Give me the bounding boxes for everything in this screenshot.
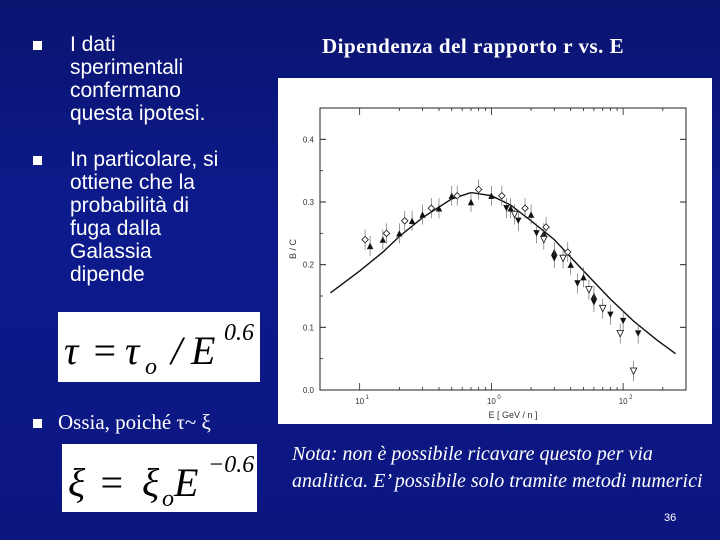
square-bullet-icon (33, 156, 42, 165)
data-point-filled-triangle (419, 211, 425, 217)
data-point-open-inv-triangle (560, 255, 566, 261)
bullet-1-line: confermano (70, 79, 181, 102)
nota-text: Nota: non è possibile ricavare questo per via analitica. E’ possibile solo tramite metodi numerici (292, 443, 703, 492)
data-point-open-diamond (522, 205, 528, 211)
bullet-1-line: I dati (70, 33, 116, 56)
data-point-open-diamond (383, 230, 389, 236)
formula-tau-base: τ (125, 328, 140, 373)
chart-title: Dipendenza del rapporto r vs. E (322, 34, 625, 58)
data-point-filled-triangle (367, 243, 373, 249)
x-tick-exponent: 0 (497, 395, 501, 401)
data-point-filled-triangle (396, 230, 402, 236)
plot-area-box (320, 108, 686, 390)
formula-xi-eq: = (98, 460, 125, 505)
square-bullet-icon (33, 419, 42, 428)
data-point-filled-inv-triangle (607, 312, 613, 318)
data-point-open-inv-triangle (511, 211, 517, 217)
y-tick-label: 0.4 (302, 135, 314, 145)
bullet-1-line: questa ipotesi. (70, 102, 206, 125)
data-point-filled-triangle (528, 211, 534, 217)
formula-xi-e: E (174, 460, 199, 505)
x-tick-label: 10 (355, 397, 365, 406)
bullet-2-line: In particolare, si (70, 148, 219, 171)
data-point-filled-triangle (568, 261, 574, 267)
data-point-open-diamond (402, 218, 408, 224)
data-point-filled-inv-triangle (515, 218, 521, 224)
formula-tau-box (58, 312, 260, 382)
bullet-2-line: fuga dalla (70, 217, 162, 240)
x-tick-label: 10 (486, 397, 496, 406)
data-point-filled-triangle (468, 199, 474, 205)
data-point-open-inv-triangle (630, 368, 636, 374)
bc-ratio-chart (278, 78, 712, 424)
data-point-open-inv-triangle (600, 305, 606, 311)
data-point-filled-inv-triangle (574, 280, 580, 286)
formula-xi-exp: −0.6 (208, 452, 255, 478)
data-point-open-diamond (362, 236, 368, 242)
bullet-1-line: sperimentali (70, 56, 184, 79)
bullet-1-text (70, 33, 205, 125)
x-tick-label: 10 (618, 397, 628, 406)
bullet-2-line: probabilità di (70, 194, 190, 217)
data-point-filled-inv-triangle (591, 299, 597, 305)
data-point-open-diamond (565, 249, 571, 255)
y-axis-label: B / C (288, 238, 298, 260)
formula-tau-exp: 0.6 (224, 320, 254, 346)
formula-tau-eq: = (91, 328, 118, 373)
bullet-2-line: Galassia (70, 240, 152, 263)
formula-xi-lhs: ξ (68, 460, 86, 505)
slide-number: 36 (664, 512, 677, 524)
formula-xi-box (62, 444, 257, 512)
data-point-open-diamond (499, 193, 505, 199)
bullet-2-line: dipende (70, 263, 145, 286)
fit-curve-line (330, 193, 675, 354)
plot-frame (278, 78, 712, 424)
data-point-filled-triangle (580, 274, 586, 280)
y-tick-label: 0.3 (302, 198, 314, 207)
y-tick-label: 0.1 (302, 323, 314, 333)
data-point-filled-inv-triangle (635, 330, 641, 336)
formula-tau-op: / (171, 328, 183, 373)
x-tick-exponent: 1 (365, 395, 370, 401)
data-point-filled-inv-triangle (533, 230, 539, 236)
data-point-filled-inv-triangle (620, 318, 626, 324)
formula-xi-sub: o (162, 486, 174, 512)
formula-xi-base: ξ (142, 460, 160, 505)
y-tick-label: 0.0 (302, 386, 314, 395)
data-point-filled-triangle (380, 236, 386, 242)
formula-tau (58, 312, 260, 382)
formula-tau-e: E (191, 328, 216, 373)
bullet-2-text (70, 148, 218, 286)
data-point-open-inv-triangle (617, 330, 623, 336)
x-axis-label: E [ GeV / n ] (488, 410, 538, 420)
formula-xi (62, 444, 257, 512)
data-point-filled-triangle (409, 218, 415, 224)
data-point-open-diamond (475, 186, 481, 192)
data-point-open-inv-triangle (541, 236, 547, 242)
y-tick-label: 0.2 (302, 260, 314, 270)
square-bullet-icon (33, 41, 42, 50)
bullet-2-line: ottiene che la (70, 171, 195, 194)
x-tick-exponent: 2 (629, 395, 633, 401)
formula-tau-lhs: τ (64, 328, 79, 373)
data-point-filled-inv-triangle (551, 255, 557, 261)
data-point-open-inv-triangle (586, 287, 592, 293)
ossia-text: Ossia, poiché τ~ ξ (58, 410, 211, 434)
formula-tau-sub: o (145, 354, 157, 380)
